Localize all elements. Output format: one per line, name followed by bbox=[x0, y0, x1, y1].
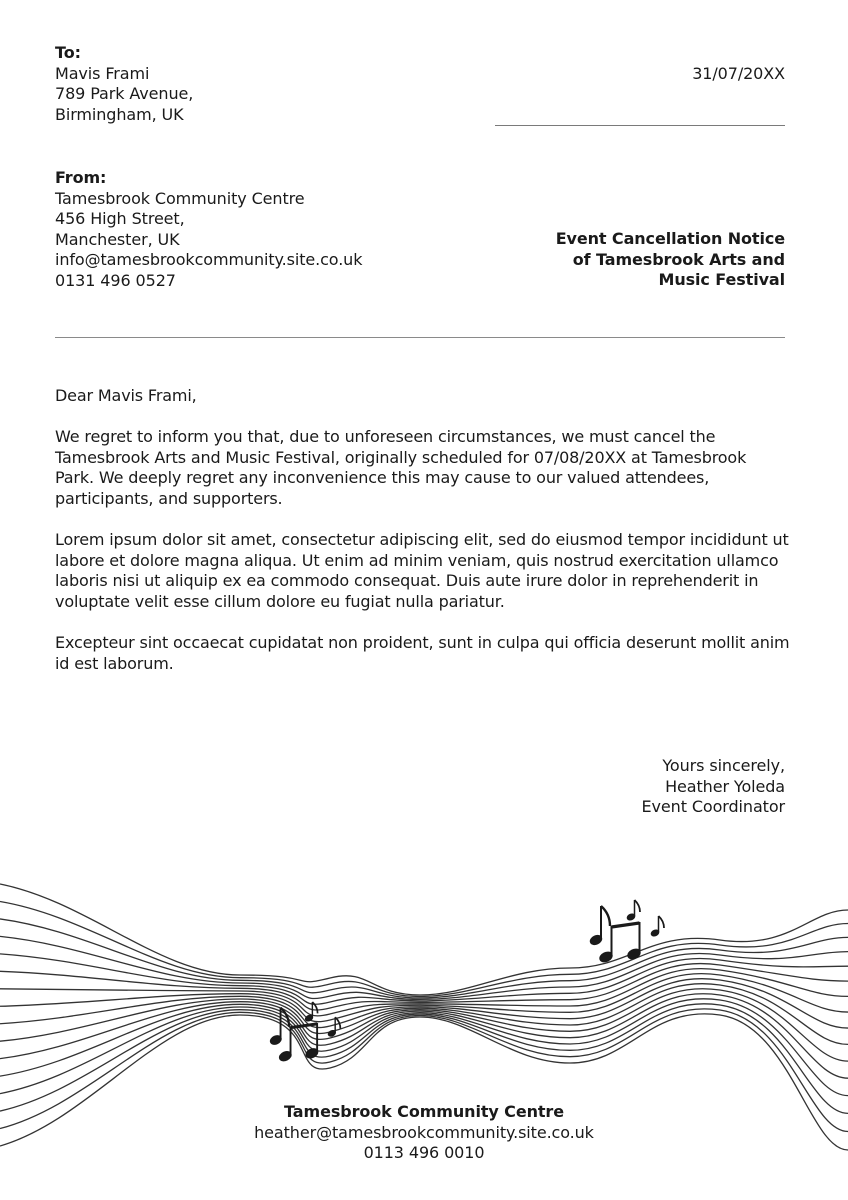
subject-line1: Event Cancellation Notice bbox=[555, 229, 785, 248]
letter-date: 31/07/20XX bbox=[692, 64, 785, 83]
note-flag bbox=[601, 906, 610, 926]
date-divider bbox=[495, 125, 785, 126]
body-paragraph: We regret to inform you that, due to unforeseen circumstances, we must cancel the Tamesbrook Arts and Music Festival, originally scheduled for 07/08/20XX at Tamesbrook Park. We deeply regret any inconvenience this may cause to our valued attendees, participants, and supporters. bbox=[55, 427, 747, 508]
sender-name: Tamesbrook Community Centre bbox=[55, 188, 305, 208]
body-paragraph: Excepteur sint occaecat cupidatat non proident, sunt in culpa qui officia deserunt mollit anim id est laborum. bbox=[55, 633, 790, 673]
footer-email[interactable]: heather@tamesbrookcommunity.site.co.uk bbox=[254, 1122, 594, 1142]
music-notes-icon bbox=[589, 900, 664, 964]
recipient-block bbox=[55, 43, 193, 125]
letter-subject bbox=[556, 229, 785, 291]
salutation: Dear Mavis Frami, bbox=[55, 386, 197, 405]
wave-line bbox=[0, 884, 848, 995]
body-paragraph: Lorem ipsum dolor sit amet, consectetur adipiscing elit, sed do eiusmod tempor incididunt ut labore et dolore magna aliqua. Ut enim ad minim veniam, quis nostrud exercitation ullamco laboris nisi ut aliquip ex ea commodo consequat. Duis aute irure dolor in reprehenderit in voluptate velit esse cillum dolore eu fugiat nulla pariatur. bbox=[55, 530, 789, 611]
wave-line bbox=[0, 999, 848, 1096]
sender-label: From: bbox=[55, 168, 107, 187]
wave-line bbox=[0, 1004, 848, 1114]
wave-line bbox=[0, 901, 848, 996]
note-flag bbox=[635, 900, 641, 912]
note-flag bbox=[335, 1017, 340, 1028]
recipient-address-line1: 789 Park Avenue, bbox=[55, 84, 194, 104]
note-beam bbox=[612, 923, 640, 927]
valediction: Yours sincerely, bbox=[662, 756, 785, 775]
wave-line bbox=[0, 919, 848, 998]
sender-address-line1: 456 High Street, bbox=[55, 209, 185, 229]
letter-body bbox=[55, 386, 790, 695]
signer-title: Event Coordinator bbox=[641, 797, 785, 817]
header-divider bbox=[55, 337, 785, 338]
sender-address-line2: Manchester, UK bbox=[55, 229, 180, 249]
sender-block bbox=[55, 168, 362, 292]
sender-phone: 0131 496 0527 bbox=[55, 270, 176, 290]
subject-line2: of Tamesbrook Arts and bbox=[572, 249, 785, 269]
closing-block bbox=[642, 756, 785, 818]
footer-phone: 0113 496 0010 bbox=[363, 1143, 485, 1163]
recipient-label: To: bbox=[55, 43, 81, 62]
recipient-name: Mavis Frami bbox=[55, 63, 150, 83]
footer bbox=[0, 1102, 848, 1164]
footer-organization: Tamesbrook Community Centre bbox=[284, 1102, 564, 1121]
subject-line3: Music Festival bbox=[658, 270, 785, 290]
sender-email[interactable]: info@tamesbrookcommunity.site.co.uk bbox=[55, 250, 363, 270]
note-flag bbox=[659, 916, 665, 928]
recipient-address-line2: Birmingham, UK bbox=[55, 104, 184, 124]
signer-name: Heather Yoleda bbox=[665, 776, 785, 796]
